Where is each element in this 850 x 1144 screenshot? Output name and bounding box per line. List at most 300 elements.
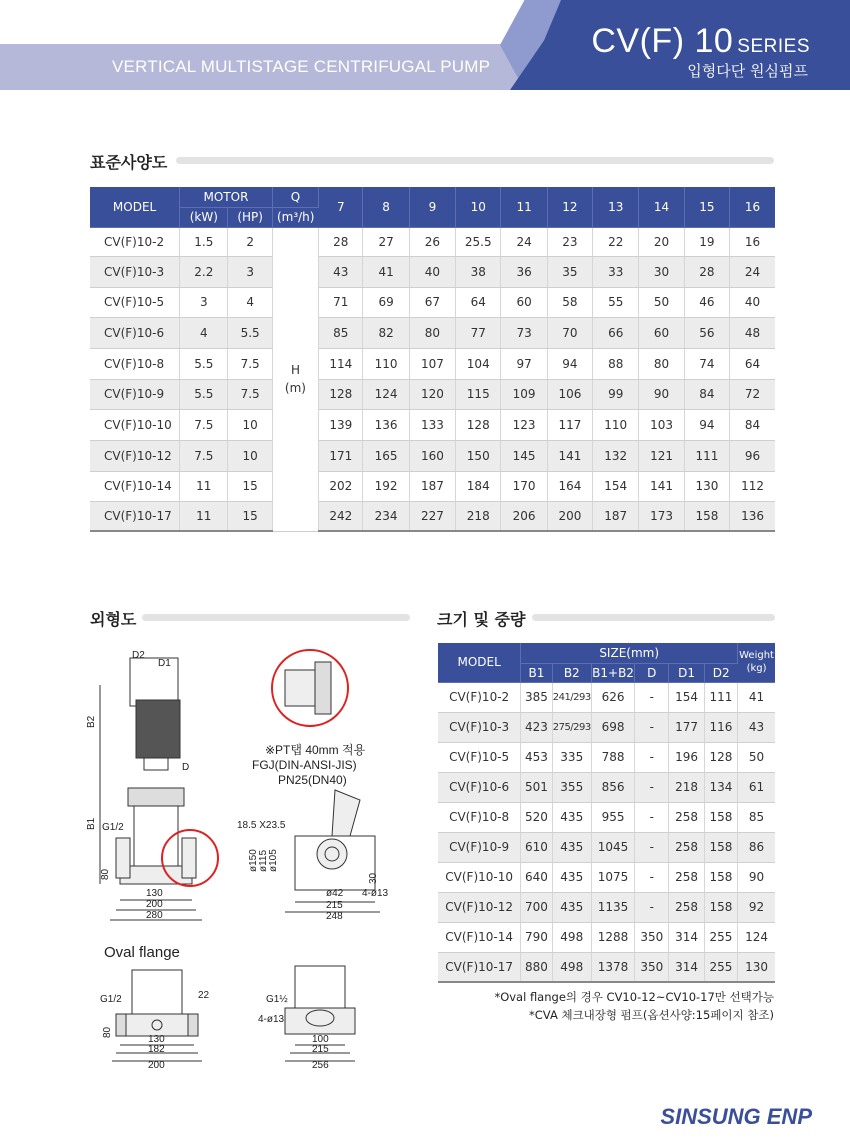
spec-head-value: 67: [409, 287, 455, 317]
label-dim280: 280: [146, 910, 163, 921]
spec-head-value: 66: [593, 317, 639, 348]
size-value-cell: 50: [738, 742, 775, 772]
size-value-cell: 788: [591, 742, 634, 772]
size-value-cell: 435: [552, 892, 591, 922]
upper-head-shape: [128, 788, 184, 806]
label-b1: B1: [86, 817, 97, 830]
size-header-model: MODEL: [438, 643, 521, 682]
size-value-cell: 258: [669, 832, 704, 862]
size-value-cell: 241/293: [552, 682, 591, 712]
spec-head-value: 136: [730, 501, 775, 531]
oval-base-shape: [120, 1014, 194, 1036]
spec-head-value: 103: [639, 409, 684, 440]
spec-row: [90, 287, 775, 317]
spec-header-flow: 13: [593, 187, 639, 227]
size-value-cell: 626: [591, 682, 634, 712]
size-value-cell: 955: [591, 802, 634, 832]
header-subtitle: VERTICAL MULTISTAGE CENTRIFUGAL PUMP: [112, 57, 491, 76]
spec-head-value: 84: [684, 379, 729, 409]
label-dim248: 248: [326, 911, 343, 922]
spec-head-value: 25.5: [456, 227, 501, 256]
label-dim80: 80: [100, 868, 111, 880]
size-value-cell: 255: [704, 952, 737, 982]
size-value-cell: 1045: [591, 832, 634, 862]
spec-header-motor: MOTOR: [180, 187, 273, 207]
spec-header-flow: 10: [456, 187, 501, 227]
label-phi105: ø105: [268, 849, 279, 872]
spec-head-value: 24: [730, 256, 775, 287]
size-value-cell: -: [635, 802, 669, 832]
base-port-circle: [317, 839, 347, 869]
size-value-cell: 116: [704, 712, 737, 742]
spec-head-value: 117: [547, 409, 592, 440]
spec-model-cell: CV(F)10-14: [90, 471, 180, 501]
pt-note: ※PT탭 40mm 적용: [265, 743, 366, 757]
size-model-cell: CV(F)10-8: [438, 802, 521, 832]
size-value-cell: 158: [704, 802, 737, 832]
spec-hp-cell: 3: [228, 256, 272, 287]
spec-head-value: 200: [547, 501, 592, 531]
size-row: [438, 892, 775, 922]
size-value-cell: -: [635, 862, 669, 892]
size-value-cell: 385: [521, 682, 552, 712]
spec-header-flow: 14: [639, 187, 684, 227]
spec-kw-cell: 5.5: [180, 379, 228, 409]
spec-head-value: 94: [684, 409, 729, 440]
spec-head-value: 16: [730, 227, 775, 256]
size-value-cell: 128: [704, 742, 737, 772]
size-value-cell: 435: [552, 832, 591, 862]
size-model-cell: CV(F)10-9: [438, 832, 521, 862]
spec-head-value: 43: [319, 256, 363, 287]
spec-head-value: 96: [730, 440, 775, 471]
spec-model-cell: CV(F)10-17: [90, 501, 180, 531]
spec-hp-cell: 7.5: [228, 379, 272, 409]
oval-flange-note: *Oval flange의 경우 CV10-12~CV10-17만 선택가능: [494, 990, 774, 1004]
label-holes: 4-ø13: [362, 888, 389, 899]
spec-hp-cell: 7.5: [228, 348, 272, 379]
size-value-cell: 134: [704, 772, 737, 802]
spec-head-value: 128: [319, 379, 363, 409]
motor-body-shape: [136, 700, 180, 758]
spec-kw-cell: 11: [180, 501, 228, 531]
spec-head-value: 132: [593, 440, 639, 471]
label-d: D: [182, 762, 190, 773]
spec-head-value: 130: [684, 471, 729, 501]
spec-head-value: 184: [456, 471, 501, 501]
spec-head-value: 128: [456, 409, 501, 440]
spec-head-value: 136: [363, 409, 409, 440]
spec-kw-cell: 1.5: [180, 227, 228, 256]
spec-head-value: 187: [409, 471, 455, 501]
size-value-cell: 314: [669, 952, 704, 982]
spec-head-value: 120: [409, 379, 455, 409]
spec-hp-cell: 15: [228, 471, 272, 501]
size-value-cell: 196: [669, 742, 704, 772]
outline-section-rule: [142, 614, 410, 621]
size-value-cell: 640: [521, 862, 552, 892]
size-model-cell: CV(F)10-14: [438, 922, 521, 952]
inlet-flange-shape: [116, 838, 130, 878]
size-header-weight: [738, 643, 775, 682]
size-value-cell: -: [635, 682, 669, 712]
spec-head-value: 55: [593, 287, 639, 317]
spec-hp-cell: 2: [228, 227, 272, 256]
spec-head-value: 123: [501, 409, 547, 440]
spec-head-value: 109: [501, 379, 547, 409]
size-value-cell: 154: [669, 682, 704, 712]
spec-head-value: 38: [456, 256, 501, 287]
spec-head-value: 22: [593, 227, 639, 256]
size-value-cell: 501: [521, 772, 552, 802]
fgj-note: FGJ(DIN-ANSI-JIS): [252, 758, 357, 772]
spec-row: [90, 227, 775, 256]
spec-head-value: 80: [639, 348, 684, 379]
label-oval-256: 256: [312, 1060, 329, 1071]
spec-head-value: 150: [456, 440, 501, 471]
outline-section-heading: 외형도: [90, 610, 137, 629]
size-value-cell: 61: [738, 772, 775, 802]
spec-head-value: 50: [639, 287, 684, 317]
spec-head-value: 90: [639, 379, 684, 409]
spec-head-value: 40: [409, 256, 455, 287]
weight-unit: (kg): [746, 663, 767, 675]
spec-header-flow: 9: [409, 187, 455, 227]
spec-head-value: 164: [547, 471, 592, 501]
size-value-cell: 314: [669, 922, 704, 952]
spec-head-value: 133: [409, 409, 455, 440]
spec-head-value: 28: [319, 227, 363, 256]
spec-head-value: 115: [456, 379, 501, 409]
outlet-flange-shape: [182, 838, 196, 878]
spec-head-value: 46: [684, 287, 729, 317]
spec-head-value: 139: [319, 409, 363, 440]
size-value-cell: 258: [669, 892, 704, 922]
size-value-cell: 1075: [591, 862, 634, 892]
size-value-cell: 350: [635, 952, 669, 982]
spec-head-value: 160: [409, 440, 455, 471]
flange-detail-shape: [285, 670, 315, 706]
spec-head-label: H: [290, 363, 300, 377]
size-value-cell: 43: [738, 712, 775, 742]
label-oval-holes: 4-ø13: [258, 1014, 285, 1025]
spec-head-value: 60: [501, 287, 547, 317]
spec-row: [90, 440, 775, 471]
spec-kw-cell: 7.5: [180, 440, 228, 471]
spec-head-value: 69: [363, 287, 409, 317]
weight-label: Weight: [739, 650, 774, 662]
spec-head-value: 30: [639, 256, 684, 287]
size-header-size: SIZE(mm): [521, 643, 738, 663]
size-value-cell: -: [635, 772, 669, 802]
spec-table: [90, 187, 775, 532]
label-oval-22: 22: [198, 990, 210, 1001]
spec-head-value: 24: [501, 227, 547, 256]
spec-head-cell: [272, 227, 318, 531]
oval-side-base-shape: [285, 1008, 355, 1034]
size-value-cell: 258: [669, 802, 704, 832]
spec-head-value: 97: [501, 348, 547, 379]
spec-head-value: 165: [363, 440, 409, 471]
size-value-cell: 790: [521, 922, 552, 952]
size-value-cell: 350: [635, 922, 669, 952]
spec-head-value: 106: [547, 379, 592, 409]
label-phi42: ø42: [326, 888, 344, 899]
size-value-cell: -: [635, 742, 669, 772]
spec-head-value: 35: [547, 256, 592, 287]
spec-head-value: 74: [684, 348, 729, 379]
spec-header-flow: 7: [319, 187, 363, 227]
size-model-cell: CV(F)10-5: [438, 742, 521, 772]
spec-row: [90, 409, 775, 440]
brand-logo: SINSUNG ENP: [660, 1104, 812, 1129]
label-oval-200: 200: [148, 1060, 165, 1071]
spec-header-flow: 12: [547, 187, 592, 227]
size-value-cell: 520: [521, 802, 552, 832]
spec-section-rule: [176, 157, 774, 164]
size-value-cell: 698: [591, 712, 634, 742]
series-title: [591, 22, 810, 61]
size-value-cell: 453: [521, 742, 552, 772]
spec-head-value: 71: [319, 287, 363, 317]
oval-flange-title: Oval flange: [104, 944, 180, 961]
spec-head-value: 145: [501, 440, 547, 471]
spec-head-value: 72: [730, 379, 775, 409]
size-header-d1: D1: [669, 663, 704, 682]
spec-head-value: 64: [456, 287, 501, 317]
spec-head-value: 124: [363, 379, 409, 409]
spec-hp-cell: 15: [228, 501, 272, 531]
size-row: [438, 952, 775, 982]
size-model-cell: CV(F)10-2: [438, 682, 521, 712]
spec-head-value: 82: [363, 317, 409, 348]
outline-drawing: [80, 640, 420, 1080]
size-value-cell: 92: [738, 892, 775, 922]
spec-model-cell: CV(F)10-3: [90, 256, 180, 287]
spec-head-value: 23: [547, 227, 592, 256]
spec-kw-cell: 2.2: [180, 256, 228, 287]
spec-head-value: 187: [593, 501, 639, 531]
size-row: [438, 682, 775, 712]
spec-hp-cell: 4: [228, 287, 272, 317]
size-value-cell: 90: [738, 862, 775, 892]
flange-detail-rim-shape: [315, 662, 331, 714]
size-value-cell: 498: [552, 922, 591, 952]
oval-outlet-shape: [188, 1014, 198, 1036]
spec-head-value: 121: [639, 440, 684, 471]
label-phi115: ø115: [258, 849, 269, 872]
size-value-cell: 355: [552, 772, 591, 802]
size-header-b1: B1: [521, 663, 552, 682]
spec-head-value: 104: [456, 348, 501, 379]
spec-head-value: 33: [593, 256, 639, 287]
size-value-cell: 158: [704, 862, 737, 892]
spec-header-hp: (HP): [228, 207, 272, 227]
spec-row: [90, 348, 775, 379]
size-value-cell: 335: [552, 742, 591, 772]
spec-head-value: 154: [593, 471, 639, 501]
spec-kw-cell: 5.5: [180, 348, 228, 379]
size-section-heading: 크기 및 중량: [437, 610, 526, 629]
size-value-cell: 610: [521, 832, 552, 862]
spec-model-cell: CV(F)10-10: [90, 409, 180, 440]
pn-note: PN25(DN40): [278, 773, 347, 787]
size-value-cell: 435: [552, 862, 591, 892]
spec-head-value: 48: [730, 317, 775, 348]
size-row: [438, 862, 775, 892]
spec-head-value: 242: [319, 501, 363, 531]
label-oval-g2: G1½: [266, 994, 288, 1005]
spec-head-value: 84: [730, 409, 775, 440]
size-row: [438, 802, 775, 832]
label-oval-182: 182: [148, 1044, 165, 1055]
spec-head-value: 170: [501, 471, 547, 501]
spec-hp-cell: 10: [228, 440, 272, 471]
spec-head-value: 77: [456, 317, 501, 348]
spec-head-value: 58: [547, 287, 592, 317]
label-phi150: ø150: [248, 849, 259, 872]
size-value-cell: 177: [669, 712, 704, 742]
spec-model-cell: CV(F)10-9: [90, 379, 180, 409]
size-section-rule: [532, 614, 775, 621]
spec-head-value: 171: [319, 440, 363, 471]
spec-header-flow: 16: [730, 187, 775, 227]
size-value-cell: -: [635, 712, 669, 742]
size-row: [438, 772, 775, 802]
spec-head-value: 114: [319, 348, 363, 379]
size-model-cell: CV(F)10-17: [438, 952, 521, 982]
size-value-cell: 41: [738, 682, 775, 712]
oval-side-pump-shape: [295, 966, 345, 1008]
spec-kw-cell: 4: [180, 317, 228, 348]
spec-model-cell: CV(F)10-6: [90, 317, 180, 348]
spec-head-value: 73: [501, 317, 547, 348]
label-oval-215: 215: [312, 1044, 329, 1055]
spec-head-unit: (m): [284, 381, 306, 395]
motor-neck-shape: [144, 758, 168, 770]
label-g12: G1/2: [102, 822, 124, 833]
label-dim215: 215: [326, 900, 343, 911]
spec-head-value: 234: [363, 501, 409, 531]
cva-note: *CVA 체크내장형 펌프(옵션사양:15페이지 참조): [529, 1008, 774, 1022]
spec-head-value: 112: [730, 471, 775, 501]
size-value-cell: 85: [738, 802, 775, 832]
motor-top-shape: [130, 658, 178, 706]
spec-header-kw: (kW): [180, 207, 228, 227]
spec-head-value: 60: [639, 317, 684, 348]
size-header-b2: B2: [552, 663, 591, 682]
size-row: [438, 922, 775, 952]
size-value-cell: 1288: [591, 922, 634, 952]
spec-head-value: 56: [684, 317, 729, 348]
spec-head-value: 85: [319, 317, 363, 348]
spec-head-value: 158: [684, 501, 729, 531]
label-b2: B2: [86, 715, 97, 728]
spec-head-value: 80: [409, 317, 455, 348]
spec-head-value: 94: [547, 348, 592, 379]
series-model: CV(F) 10: [591, 22, 734, 60]
spec-head-value: 99: [593, 379, 639, 409]
label-dim30: 30: [368, 872, 379, 884]
size-model-cell: CV(F)10-6: [438, 772, 521, 802]
base-outlet-shape: [332, 790, 360, 836]
size-value-cell: 86: [738, 832, 775, 862]
spec-kw-cell: 11: [180, 471, 228, 501]
label-d1: D1: [158, 658, 171, 669]
spec-header-flow: 15: [684, 187, 729, 227]
spec-head-value: 107: [409, 348, 455, 379]
spec-model-cell: CV(F)10-2: [90, 227, 180, 256]
spec-header-flow: 8: [363, 187, 409, 227]
label-dim130: 130: [146, 888, 163, 899]
spec-head-value: 64: [730, 348, 775, 379]
spec-head-value: 36: [501, 256, 547, 287]
size-header-d2: D2: [704, 663, 737, 682]
spec-head-value: 20: [639, 227, 684, 256]
size-value-cell: 423: [521, 712, 552, 742]
spec-head-value: 202: [319, 471, 363, 501]
spec-head-value: 88: [593, 348, 639, 379]
series-title-korean: 입형다단 원심펌프: [687, 62, 808, 80]
spec-header-model: MODEL: [90, 187, 180, 227]
size-row: [438, 712, 775, 742]
spec-head-value: 110: [363, 348, 409, 379]
oval-pump-shape: [132, 970, 182, 1014]
size-row: [438, 832, 775, 862]
size-value-cell: 130: [738, 952, 775, 982]
spec-row: [90, 471, 775, 501]
spec-head-value: 111: [684, 440, 729, 471]
spec-kw-cell: 7.5: [180, 409, 228, 440]
size-value-cell: -: [635, 892, 669, 922]
spec-row: [90, 379, 775, 409]
label-oval-g: G1/2: [100, 994, 122, 1005]
size-value-cell: 498: [552, 952, 591, 982]
spec-head-value: 110: [593, 409, 639, 440]
spec-header-flow: 11: [501, 187, 547, 227]
size-value-cell: -: [635, 832, 669, 862]
size-model-cell: CV(F)10-12: [438, 892, 521, 922]
spec-model-cell: CV(F)10-12: [90, 440, 180, 471]
spec-head-value: 27: [363, 227, 409, 256]
size-value-cell: 856: [591, 772, 634, 802]
size-value-cell: 124: [738, 922, 775, 952]
size-value-cell: 700: [521, 892, 552, 922]
size-header-d: D: [635, 663, 669, 682]
size-value-cell: 111: [704, 682, 737, 712]
spec-model-cell: CV(F)10-8: [90, 348, 180, 379]
size-value-cell: 1135: [591, 892, 634, 922]
label-oval-100: 100: [312, 1034, 329, 1045]
spec-kw-cell: 3: [180, 287, 228, 317]
spec-head-value: 41: [363, 256, 409, 287]
spec-row: [90, 256, 775, 287]
spec-header-q: Q: [272, 187, 318, 207]
spec-hp-cell: 10: [228, 409, 272, 440]
spec-head-value: 173: [639, 501, 684, 531]
spec-head-value: 70: [547, 317, 592, 348]
spec-head-value: 19: [684, 227, 729, 256]
label-oval-80: 80: [102, 1026, 113, 1038]
size-value-cell: 255: [704, 922, 737, 952]
size-value-cell: 158: [704, 892, 737, 922]
size-value-cell: 1378: [591, 952, 634, 982]
size-table: [438, 643, 775, 983]
spec-head-value: 206: [501, 501, 547, 531]
label-bolt: 18.5 X23.5: [237, 820, 286, 831]
oval-inlet-shape: [116, 1014, 126, 1036]
size-value-cell: 275/293: [552, 712, 591, 742]
